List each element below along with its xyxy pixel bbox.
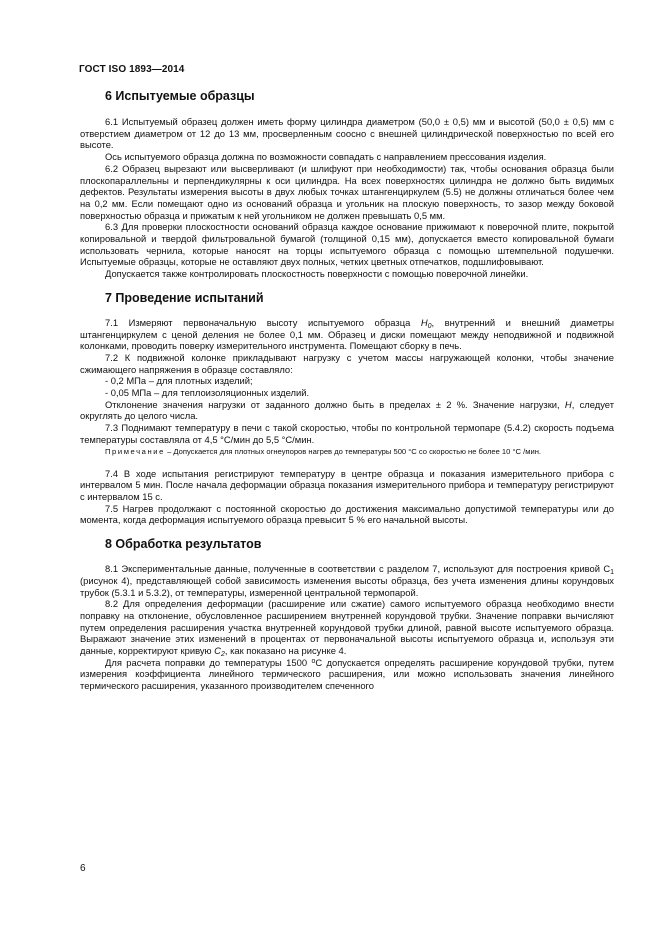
paragraph-7-5: 7.5 Нагрев продолжают с постоянной скоростью до достижения максимально допустимой температуры или до момента, когда деформация испытуемого образца превысит 5 % его начальной высоты. <box>80 502 614 526</box>
paragraph-6-1-axis: Ось испытуемого образца должна по возможности совпадать с направлением прессования изделия. <box>105 151 547 163</box>
paragraph-6-2: 6.2 Образец вырезают или высверливают (и шлифуют при необходимости) так, чтобы основания образца были плоскопараллельны и перпендикулярны к оси цилиндра. На всех поверхностях цилиндра не должно быть видимых дефектов. Результаты измерения высоты в двух любых точках штангенциркулем (5.5) не должны отличаться более чем на 0,2 мм. Если помещают одно из оснований образца и угольник на плоскую поверхность, то зазор между боковой поверхностью образца и прижатым к ней угольником не должен превышать 0,5 мм. <box>80 162 614 221</box>
symbol-h0: $H_0$ <box>420 316 432 330</box>
paragraph-8-2-correction: Для расчета поправки до температуры 1500 $^о$С допускается определять расширение корундовой трубки, путем измерения коэффициента линейного термического расширения, или можно использовать значения линейного термического расширения, указанного производителем спеченного <box>80 656 615 692</box>
note-label: Примечание <box>105 446 165 456</box>
paragraph-6-3-ruler: Допускается также контролировать плоскостность поверхности с помощью поверочной линейки. <box>105 268 529 280</box>
document-code-header: ГОСТ ISO 1893—2014 <box>79 64 185 75</box>
paragraph-8-1: 8.1 Экспериментальные данные, полученные в соответствии с разделом 7, используют для построения кривой $С_1$ (рисунок 4), представляющей собой зависимость изменения высоты образца, без учета изменения длины корундовых трубок (5.3.1 и 5.3.2), от температуры, измеренной центральной термопарой. <box>80 563 614 598</box>
paragraph-8-2: 8.2 Для определения деформации (расширение или сжатие) самого испытуемого образца необходимо внести поправку на отклонение, обусловленное расширением внутренней корундовой трубки. Значение поправки вычисляют путем определения расширения участка внутренней корундовой трубки длиной, равной высоте испытуемого образца. Выражают значение этих изменений в процентах от первоначальной высоты испытуемого образца и, используя эти данные, корректируют кривую $C_2$, как показано на рисунке 4. <box>80 598 614 659</box>
paragraph-6-3: 6.3 Для проверки плоскостности оснований образца каждое основание прижимают к поверочной плите, покрытой копировальной и твердой фильтровальной бумагой (толщиной 0,15 мм), допускается вместо копировальной бумаги использовать чернила, которые наносят на торцы испытуемого образца с помощью штемпельной подушечки. Испытуемые образцы, которые не оставляют двух полных, четких цветных отпечатков, подшлифовывают. <box>80 221 614 268</box>
paragraph-7-2: 7.2 К подвижной колонке прикладывают нагрузку с учетом массы нагружающей колонки, чтобы значение сжимающего напряжения в образце составляло: <box>80 351 614 375</box>
note-7-3: Примечание – Допускается для плотных огнеупоров нагрев до температуры 500 °С со скоростью не более 10 °С /мин. <box>105 446 541 456</box>
symbol-h: H <box>564 398 572 410</box>
symbol-c2: $C_2$ <box>214 645 225 659</box>
paragraph-6-1: 6.1 Испытуемый образец должен иметь форму цилиндра диаметром (50,0 ± 0,5) мм и высотой (50,0 ± 0,5) мм с отверстием диаметром от 12 до 13 мм, просверленным соосно с внешней цилиндрической поверхностью по всей его высоте. <box>80 116 614 151</box>
paragraph-7-3: 7.3 Поднимают температуру в печи с такой скоростью, чтобы по контрольной термопаре (5.4.2) скорость подъема температуры составляла от 4,5 °С/мин до 5,5 °С/мин. <box>80 422 614 445</box>
section-6-heading: 6 Испытуемые образцы <box>105 89 255 103</box>
list-item-insulating: - 0,05 МПа – для теплоизоляционных изделий. <box>105 387 310 399</box>
section-8-heading: 8 Обработка результатов <box>105 537 262 552</box>
paragraph-7-1: 7.1 Измеряют первоначальную высоту испытуемого образца $H_0$, внутренний и внешний диаметры штангенциркулем с ценой деления не более 0,1 мм. Образец и диски помещают между неподвижной и подвижной колонками, проводить поверку измерительного инструмента. Помещают сборку в печь. <box>80 316 615 352</box>
list-item-dense: - 0,2 МПа – для плотных изделий; <box>105 375 253 387</box>
page-number: 6 <box>80 863 86 874</box>
page-content <box>80 86 614 692</box>
paragraph-7-4: 7.4 В ходе испытания регистрируют температуру в центре образца и показания измерительного прибора с интервалом 5 мин. После начала деформации образца показания измерительного прибора и температуру регистрируют с интервалом 15 с. <box>80 467 614 502</box>
paragraph-7-2-deviation: Отклонение значения нагрузки от заданного должно быть в пределах ± 2 %. Значение нагрузки, H, следует округлять до целого числа. <box>80 398 614 422</box>
section-7-heading: 7 Проведение испытаний <box>105 290 264 305</box>
